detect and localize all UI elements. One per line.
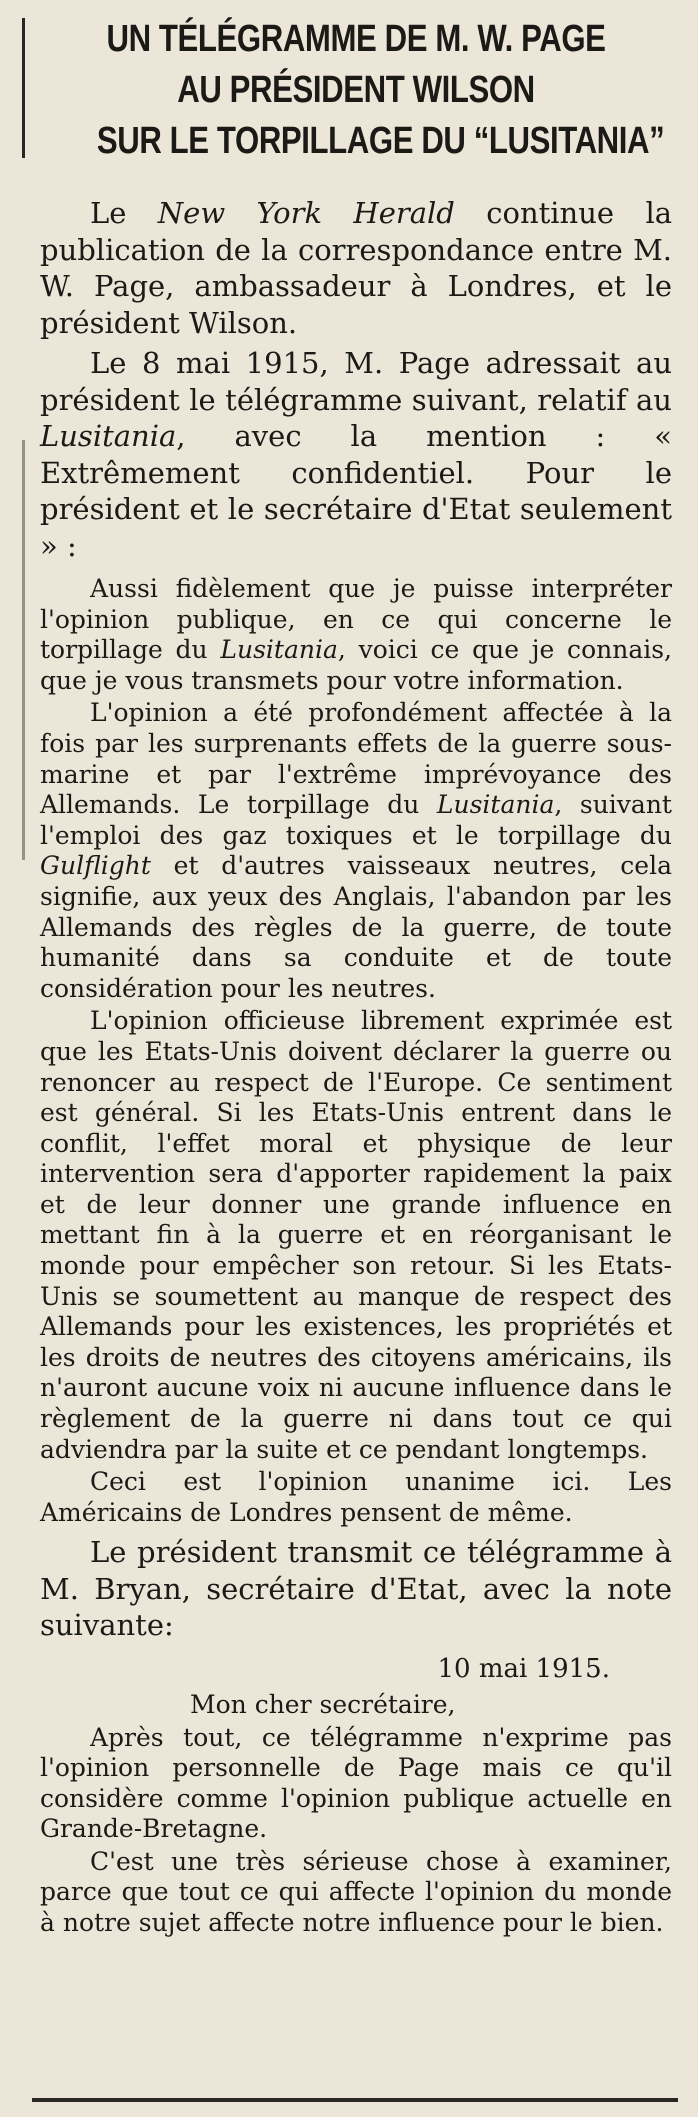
letter-date: 10 mai 1915. bbox=[437, 1653, 610, 1684]
ship-name-gulflight: Gulflight bbox=[40, 851, 151, 881]
headline-line-2: AU PRÉSIDENT WILSON bbox=[177, 69, 535, 111]
ship-name: Lusitania bbox=[220, 635, 338, 665]
column-rule bbox=[22, 18, 25, 158]
intro-paragraph-2: Le 8 mai 1915, M. Page adressait au président le télégramme suivant, relatif au Lusitania, avec la mention : « Extrêmement confidentiel. Pour le président et le secrétaire d'Etat seulement » : bbox=[40, 346, 672, 563]
newspaper-name: New York Herald bbox=[157, 196, 455, 230]
ship-name: Lusitania bbox=[436, 790, 555, 820]
letter-paragraph-1: Après tout, ce télégramme n'exprime pas l'opinion personnelle de Page mais ce qu'il considère comme l'opinion publique actuelle en Grande-Bretagne. bbox=[40, 1722, 672, 1844]
letter-salutation: Mon cher secrétaire, bbox=[190, 1689, 456, 1719]
transmission-paragraph: Le président transmit ce télégramme à M. Bryan, secrétaire d'Etat, avec la note suivante: bbox=[40, 1535, 672, 1643]
column-rule-faint bbox=[22, 440, 25, 860]
telegram-paragraph-2: L'opinion a été profondément affectée à la fois par les surprenants effets de la guerre sous-marine et par l'extrême imprévoyance des Allemands. Le torpillage du Lusitania, suivant l'emploi des gaz toxiques et le torpillage du Gulflight et d'autres vaisseaux neutres, cela signifie, aux yeux des Anglais, l'abandon par les Allemands des règles de la guerre, de toute humanité dans sa conduite et de toute considération pour les neutres. bbox=[40, 698, 672, 1003]
intro bbox=[40, 195, 672, 564]
telegram-paragraph-4: Ceci est l'opinion unanime ici. Les Américains de Londres pensent de même. bbox=[40, 1467, 672, 1527]
telegram-paragraph-1: Aussi fidèlement que je puisse interpréter l'opinion publique, en ce qui concerne le torpillage du Lusitania, voici ce que je connais, que je vous transmets pour votre information. bbox=[40, 574, 672, 695]
headline-line-1: UN TÉLÉGRAMME DE M. W. PAGE bbox=[106, 18, 606, 60]
ship-name: Lusitania bbox=[40, 419, 177, 453]
letter-paragraph-2: C'est une très sérieuse chose à examiner, parce que tout ce qui affecte l'opinion du monde à notre sujet affecte notre influence pour le bien. bbox=[40, 1846, 672, 1938]
letter-text bbox=[40, 1690, 672, 1939]
intro-paragraph-1: Le New York Herald continue la publication de la correspondance entre M. W. Page, ambassadeur à Londres, et le président Wilson. bbox=[40, 196, 673, 340]
headline-line-3: SUR LE TORPILLAGE DU “LUSITANIA” bbox=[96, 120, 665, 162]
bottom-rule bbox=[32, 2098, 678, 2102]
telegram-text bbox=[40, 574, 672, 1528]
transmission bbox=[40, 1534, 672, 1644]
telegram-paragraph-3: L'opinion officieuse librement exprimée est que les Etats-Unis doivent déclarer la guerre ou renoncer au respect de l'Europe. Ce sentiment est général. Si les Etats-Unis entrent dans le conflit, l'effet moral et physique de leur intervention sera d'apporter rapidement la paix et de leur donner une grande influence en mettant fin à la guerre et en réorganisant le monde pour empêcher son retour. Si les Etats-Unis se soumettent au manque de respect des Allemands pour les existences, les propriétés et les droits de neutres des citoyens américains, ils n'auront aucune voix ni aucune influence dans le règlement de la guerre ni dans tout ce qui adviendra par la suite et ce pendant longtemps. bbox=[40, 1006, 672, 1464]
headline bbox=[40, 14, 672, 167]
